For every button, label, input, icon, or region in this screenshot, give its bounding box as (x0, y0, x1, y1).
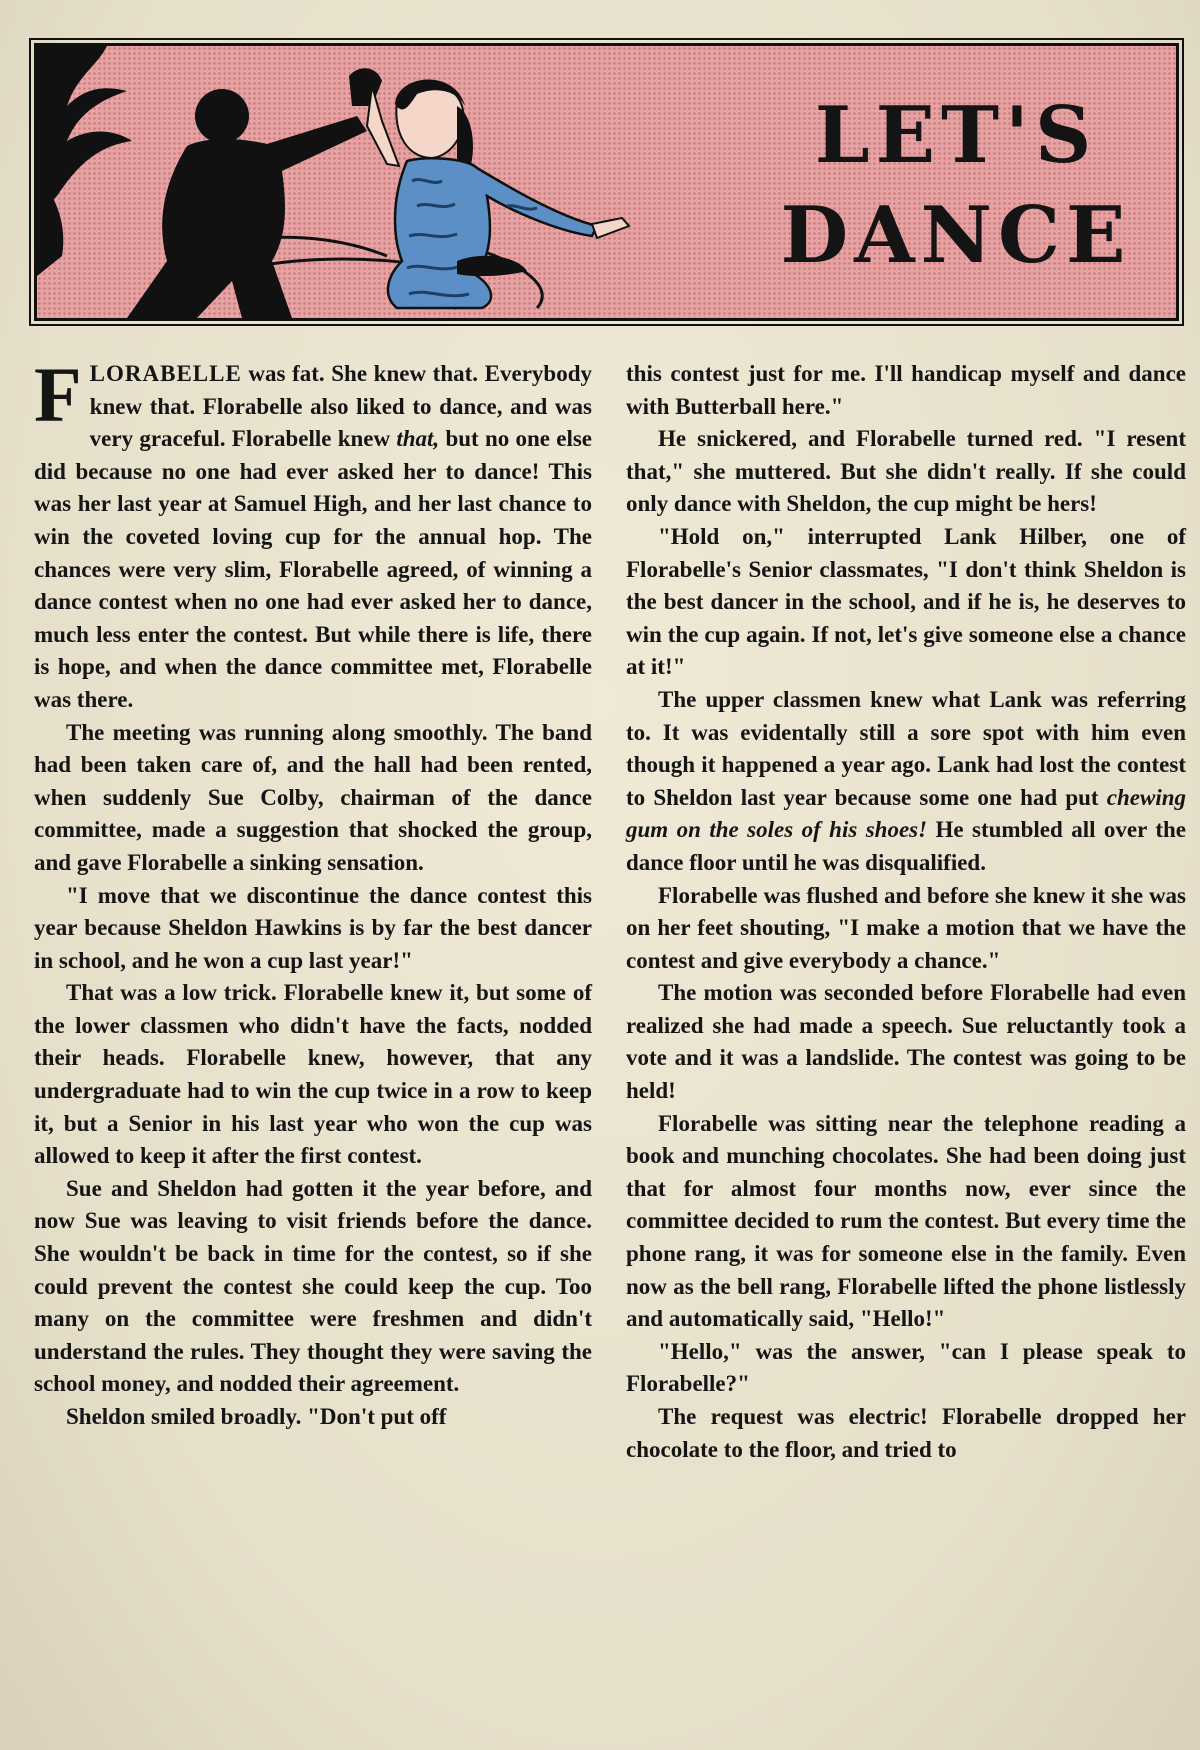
left-column (34, 351, 593, 1434)
paragraph-text: The upper classmen knew what Lank was referring to. It was evidentally still a sore spot with him even though it happened a year ago. Lank had lost the contest to Sheldon last year because some one had put (626, 686, 1186, 810)
title-line-1: LET'S (814, 90, 1098, 181)
paragraph: The motion was seconded before Florabelle had even realized she had made a speech. Sue reluctantly took a vote and it was a landslide. The contest was going to be held! (626, 980, 1186, 1104)
palm-tree-silhouette (37, 46, 132, 276)
paragraph (626, 684, 1186, 880)
paragraph: "Hold on," interrupted Lank Hilber, one of Florabelle's Senior classmates, "I don't think Sheldon is the best dancer in the school, and if he is, he deserves to win the cup again. If not, let's give someone else a chance at it!" (626, 523, 1186, 680)
paragraph: "I move that we discontinue the dance contest this year because Sheldon Hawkins is by far the best dancer in school, and he won a cup last year!" (34, 882, 592, 973)
paragraph: "Hello," was the answer, "can I please speak to Florabelle?" (626, 1338, 1186, 1397)
paragraph: He snickered, and Florabelle turned red. "I resent that," she muttered. But she didn't really. If she could only dance with Sheldon, the cup might be hers! (626, 426, 1186, 517)
woman-figure (367, 79, 629, 308)
paragraph-text: He stumbled all over the dance floor until he was disqualified. (626, 817, 1186, 875)
paragraph: The request was electric! Florabelle dropped her chocolate to the floor, and tried to (626, 1404, 1186, 1462)
title-banner (34, 43, 1179, 321)
right-column (626, 358, 1186, 1466)
title-line-2: DANCE (780, 190, 1132, 281)
paragraph: Florabelle was sitting near the telephone reading a book and munching chocolates. She had been doing just that for almost four months now, ever since the committee decided to rum the contest. But every time the phone rang, it was for someone else in the family. Even now as the bell rang, Florabelle lifted the phone listlessly and automatically said, "Hello!" (626, 1110, 1186, 1332)
paragraph-text: was fat. She knew that. Everybody knew that. Florabelle also liked to dance, and was very graceful. Florabelle knew (89, 361, 592, 452)
dancing-couple-illustration (37, 46, 677, 318)
man-silhouette (127, 68, 382, 318)
paragraph-text: but no one else did because no one had ever asked her to dance! This was her last year at Samuel High, and her last chance to win the coveted loving cup for the annual hop. The chances were very slim, Florabelle agreed, of winning a dance contest when no one had ever asked her to dance, much less enter the contest. But while there is life, there is hope, and when the dance committee met, Florabelle was there. (34, 426, 593, 712)
paragraph: Sheldon smiled broadly. "Don't put off (66, 1404, 447, 1429)
paragraph: Florabelle was flushed and before she knew it she was on her feet shouting, "I make a motion that we have the contest and give everybody a chance." (626, 882, 1186, 973)
emphasis-text: that, (396, 426, 440, 452)
paragraph: That was a low trick. Florabelle knew it, but some of the lower classmen who didn't have the facts, nodded their heads. Florabelle knew, however, that any undergraduate had to win the cup twice in a row to keep it, but a Senior in his last year who won the cup was allowed to keep it after the first contest. (34, 980, 592, 1169)
lead-word: LORABELLE (89, 361, 242, 386)
story-title (776, 86, 1136, 286)
paragraph: Sue and Sheldon had gotten it the year before, and now Sue was leaving to visit friends before the dance. She wouldn't be back in time for the contest, so if she could prevent the contest she could keep the cup. Too many on the committee were freshmen and didn't understand the rules. They thought they were saving the school money, and nodded their agreement. (34, 1175, 592, 1397)
paragraph: The meeting was running along smoothly. The band had been taken care of, and the hall had been rented, when suddenly Sue Colby, chairman of the dance committee, made a suggestion that shocked the group, and gave Florabelle a sinking sensation. (34, 719, 592, 875)
paragraph (34, 351, 593, 717)
emphasis-text: chewing gum on the soles of his shoes! (626, 784, 1186, 843)
drop-cap: F (34, 351, 82, 438)
paragraph: this contest just for me. I'll handicap myself and dance with Butterball here." (626, 361, 1186, 419)
